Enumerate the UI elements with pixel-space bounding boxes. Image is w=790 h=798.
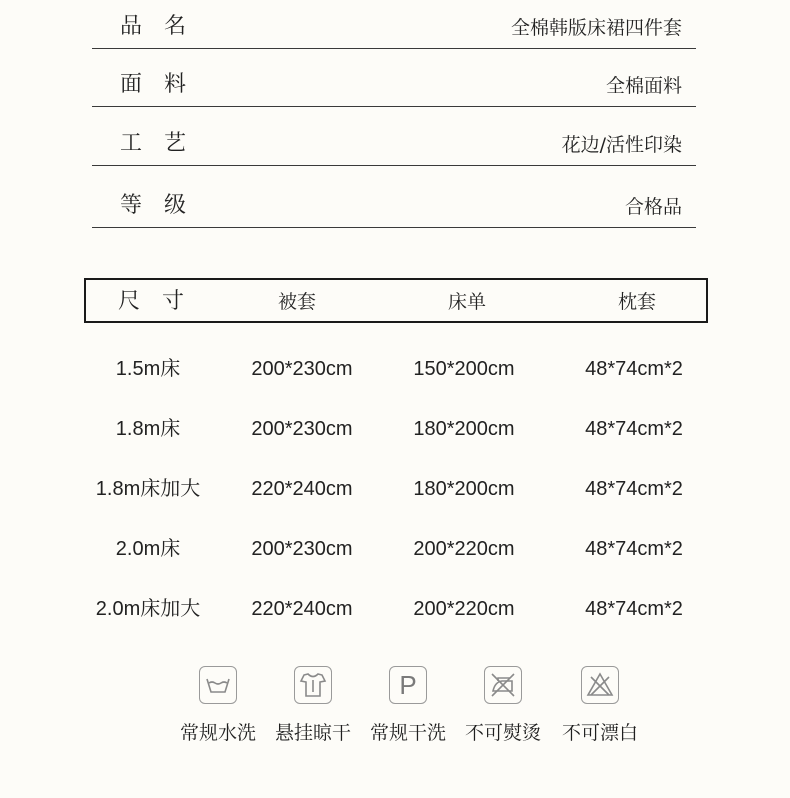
cell-duvet: 220*240cm — [251, 478, 353, 500]
size-table-header — [84, 278, 708, 323]
cell-pillowcase: 48*74cm*2 — [585, 418, 683, 440]
cell-size: 1.8m床加大 — [95, 478, 201, 500]
spec-row-name — [92, 0, 696, 49]
cell-size: 2.0m床加大 — [95, 598, 201, 620]
header-duvet: 被套 — [278, 291, 317, 313]
cell-pillowcase: 48*74cm*2 — [585, 598, 683, 620]
care-item — [453, 666, 553, 745]
cell-size: 1.8m床 — [115, 418, 181, 440]
wash-tub-icon — [199, 666, 237, 704]
spec-label: 面料 — [120, 72, 209, 97]
spec-label: 等级 — [120, 193, 209, 218]
spec-label: 工艺 — [120, 131, 209, 156]
no-bleach-icon — [581, 666, 619, 704]
care-item — [550, 666, 650, 745]
care-instructions — [0, 666, 790, 756]
care-label: 不可漂白 — [561, 722, 638, 744]
cell-pillowcase: 48*74cm*2 — [585, 358, 683, 380]
care-label: 不可熨烫 — [464, 722, 541, 744]
cell-duvet: 200*230cm — [251, 538, 353, 560]
cell-size: 2.0m床 — [115, 538, 181, 560]
cell-sheet: 200*220cm — [413, 598, 515, 620]
table-row — [84, 589, 708, 629]
hang-dry-icon — [294, 666, 332, 704]
table-row — [84, 409, 708, 449]
care-item — [168, 666, 268, 745]
care-item — [358, 666, 458, 745]
dry-clean-glyph: P — [399, 669, 417, 700]
care-label: 悬挂晾干 — [274, 722, 351, 744]
table-row — [84, 469, 708, 509]
no-iron-icon — [484, 666, 522, 704]
spec-label: 品名 — [120, 14, 209, 39]
cell-sheet: 180*200cm — [413, 478, 515, 500]
spec-value: 全棉韩版床裙四件套 — [510, 17, 682, 39]
cell-pillowcase: 48*74cm*2 — [585, 478, 683, 500]
care-item — [263, 666, 363, 745]
spec-row-grade — [92, 179, 696, 228]
spec-value: 花边/活性印染 — [561, 134, 682, 156]
spec-row-craft — [92, 117, 696, 166]
spec-value: 全棉面料 — [605, 75, 682, 97]
spec-row-fabric — [92, 58, 696, 107]
cell-duvet: 200*230cm — [251, 418, 353, 440]
cell-size: 1.5m床 — [115, 358, 181, 380]
header-size: 尺寸 — [118, 289, 207, 314]
header-pillowcase: 枕套 — [618, 291, 657, 313]
cell-duvet: 220*240cm — [251, 598, 353, 620]
cell-sheet: 200*220cm — [413, 538, 515, 560]
header-sheet: 床单 — [448, 291, 487, 313]
cell-duvet: 200*230cm — [251, 358, 353, 380]
table-row — [84, 349, 708, 389]
cell-sheet: 180*200cm — [413, 418, 515, 440]
cell-sheet: 150*200cm — [413, 358, 515, 380]
cell-pillowcase: 48*74cm*2 — [585, 538, 683, 560]
dry-clean-icon — [389, 666, 427, 704]
table-row — [84, 529, 708, 569]
care-label: 常规干洗 — [369, 722, 446, 744]
care-label: 常规水洗 — [179, 722, 256, 744]
spec-value: 合格品 — [624, 196, 682, 218]
